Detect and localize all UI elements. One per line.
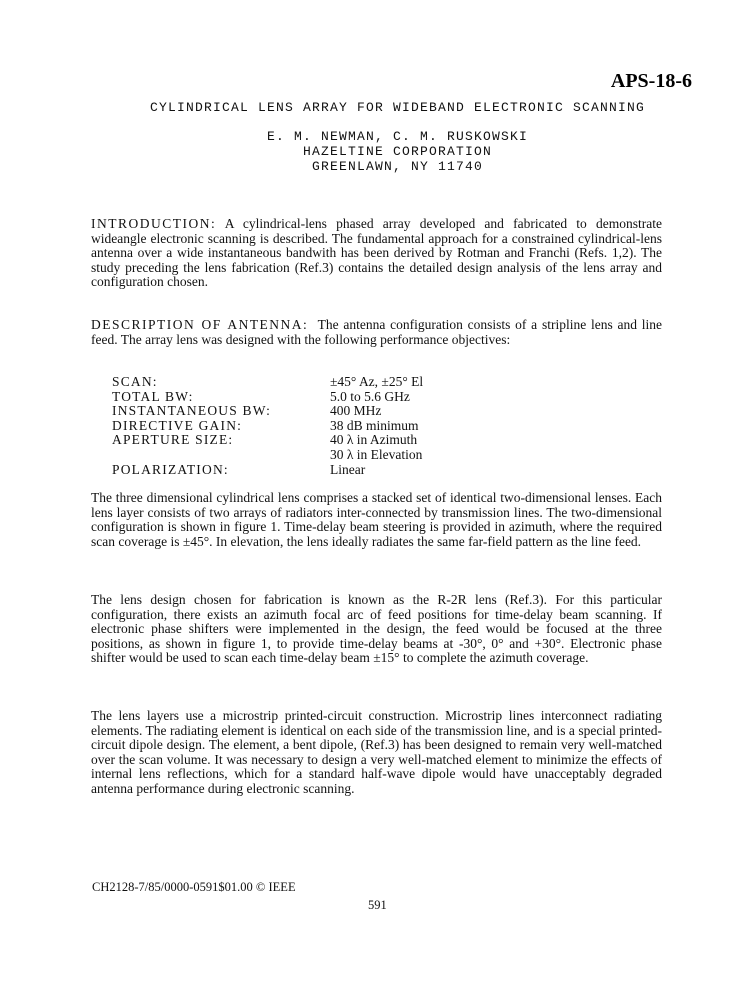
spec-row: [112, 463, 512, 478]
location: GREENLAWN, NY 11740: [311, 159, 484, 174]
spec-row: [112, 419, 512, 434]
introduction-heading: INTRODUCTION:: [91, 216, 217, 231]
body-paragraph-r2r-lens: The lens design chosen for fabrication is known as the R-2R lens (Ref.3). For this particular configuration, there exists an azimuth focal arc of feed positions for time-delay beam scanning. If electronic phase shifters were implemented in the design, the feed would be focused at the three positions, as shown in figure 1, to provide time-delay beams at -30°, 0° and +30°. Electronic phase shifter would be used to scan each time-delay beam ±15° to complete the azimuth coverage.: [91, 592, 662, 666]
introduction-text: A cylindrical-lens phased array developed and fabricated to demonstrate wideangle electronic scanning is described. The fundamental approach for a constrained cylindrical-lens antenna over a wide instantaneous bandwith has been derived by Rotman and Franchi (Refs. 1,2). The study preceding the lens fabrication (Ref.3) contains the detailed design analysis of the lens array and configuration chosen.: [91, 216, 662, 290]
paper-code: APS-18-6: [610, 70, 692, 92]
spec-row: [112, 433, 512, 448]
spec-label: TOTAL BW:: [112, 388, 194, 404]
spec-label: POLARIZATION:: [112, 461, 229, 477]
affiliation: HAZELTINE CORPORATION: [302, 144, 493, 159]
description-paragraph: [91, 318, 662, 347]
body-paragraph-lens-structure: The three dimensional cylindrical lens comprises a stacked set of identical two-dimensional lenses. Each lens layer consists of two arrays of radiators inter-connected by transmission lines. The two-dimensional configuration is shown in figure 1. Time-delay beam steering is provided in azimuth, where the required scan coverage is ±45°. In elevation, the lens ideally radiates the same far-field pattern as the line feed.: [91, 490, 662, 549]
performance-objectives-table: [112, 375, 512, 477]
spec-row: [112, 404, 512, 419]
copyright-code: CH2128-7/85/0000-0591$01.00 © IEEE: [92, 880, 296, 894]
spec-value: 38 dB minimum: [330, 417, 419, 433]
spec-value: 5.0 to 5.6 GHz: [330, 388, 410, 404]
spec-value: 400 MHz: [330, 403, 382, 419]
spec-label: DIRECTIVE GAIN:: [112, 417, 243, 433]
spec-value: Linear: [330, 461, 366, 477]
description-heading: DESCRIPTION OF ANTENNA:: [91, 317, 309, 332]
spec-label: INSTANTANEOUS BW:: [112, 403, 272, 419]
spec-value: 30 λ in Elevation: [330, 446, 423, 462]
spec-value: 40 λ in Azimuth: [330, 432, 418, 448]
spec-label: SCAN:: [112, 374, 158, 389]
author-names: E. M. NEWMAN, C. M. RUSKOWSKI: [266, 129, 529, 144]
spec-row: [112, 375, 512, 390]
spec-value: ±45° Az, ±25° El: [330, 374, 424, 389]
introduction-paragraph: [91, 217, 662, 290]
spec-row: [112, 448, 512, 463]
page-number: 591: [368, 898, 387, 912]
author-block: [70, 129, 725, 174]
spec-row: [112, 390, 512, 405]
description-text: The antenna configuration consists of a stripline lens and line feed. The array lens was designed with the following performance objectives:: [91, 317, 662, 347]
body-paragraph-microstrip: The lens layers use a microstrip printed-circuit construction. Microstrip lines interconnect radiating elements. The radiating element is identical on each side of the transmission line, and is a special printed-circuit dipole design. The element, a bent dipole, (Ref.3) has been designed to remain very well-matched over the scan volume. It was necessary to design a very well-matched element to minimize the effects of internal lens reflections, which for a standard half-wave dipole would have unacceptably degraded antenna performance during electronic scanning.: [91, 708, 662, 796]
paper-title: CYLINDRICAL LENS ARRAY FOR WIDEBAND ELECTRONIC SCANNING: [149, 100, 646, 115]
spec-label: [112, 448, 330, 463]
spec-label: APERTURE SIZE:: [112, 432, 234, 448]
